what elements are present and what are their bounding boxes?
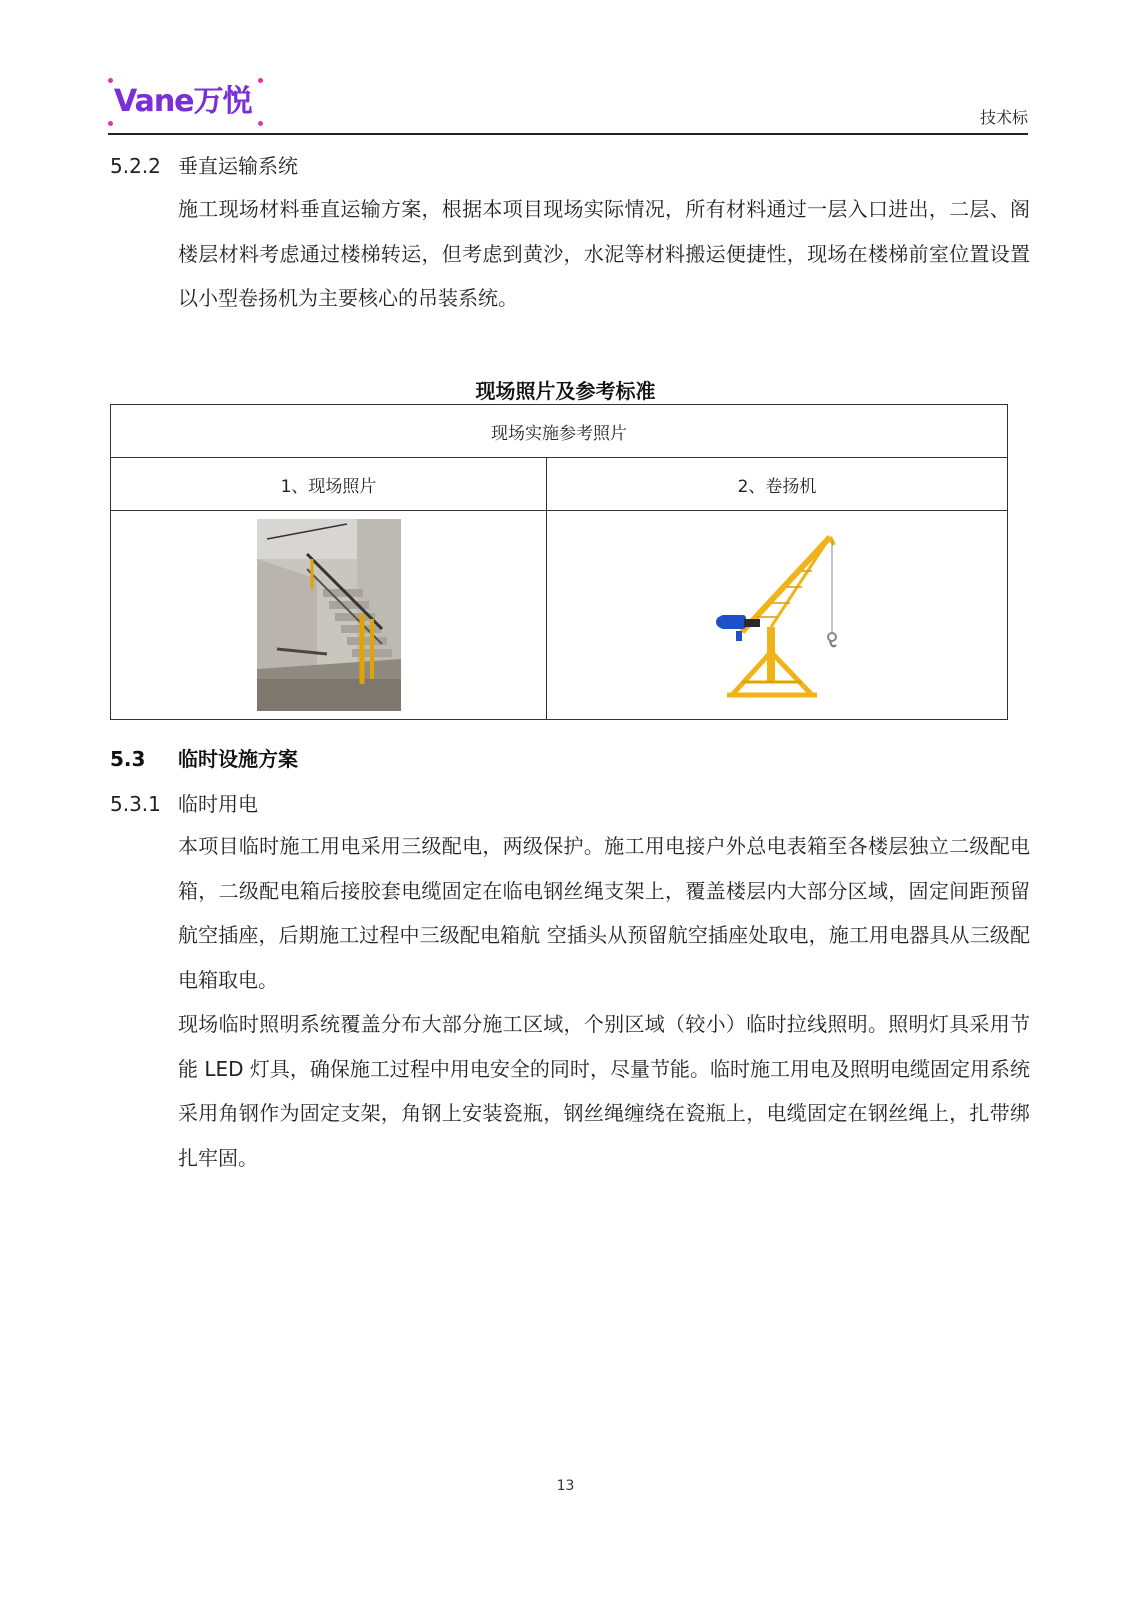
table-title: 现场照片及参考标准 bbox=[475, 379, 656, 403]
paragraph-temp-lighting: 现场临时照明系统覆盖分布大部分施工区域，个别区域（较小）临时拉线照明。照明灯具采用节能 LED 灯具，确保施工过程中用电安全的同时，尽量节能。临时施工用电及照明电缆固定用系统采用角钢作为固定支架，角钢上安装瓷瓶，钢丝绳缠绕在瓷瓶上，电缆固定在钢丝绳上，扎带绑扎牢固。 bbox=[178, 1012, 1030, 1170]
site-photo-cell bbox=[111, 511, 547, 720]
heading-title: 垂直运输系统 bbox=[178, 154, 298, 178]
header-divider bbox=[108, 133, 1028, 135]
heading-title: 临时设施方案 bbox=[178, 747, 298, 771]
heading-5-2-2 bbox=[110, 150, 298, 179]
site-photo-staircase bbox=[257, 519, 401, 711]
col-label-site-photo: 1、现场照片 bbox=[111, 458, 547, 511]
photo-table bbox=[110, 404, 1008, 720]
heading-5-3 bbox=[110, 743, 298, 772]
paragraph-temp-power: 本项目临时施工用电采用三级配电，两级保护。施工用电接户外总电表箱至各楼层独立二级配电箱，二级配电箱后接胶套电缆固定在临电钢丝绳支架上，覆盖楼层内大部分区域，固定间距预留航空插座，后期施工过程中三级配电箱航 空插头从预留航空插座处取电，施工用电器具从三级配电箱取电。 bbox=[178, 834, 1030, 992]
brand-logo bbox=[108, 78, 268, 128]
heading-number: 5.3 bbox=[110, 747, 146, 771]
col-label-hoist: 2、卷扬机 bbox=[547, 458, 1008, 511]
heading-number: 5.2.2 bbox=[110, 154, 161, 178]
hoist-photo-cell bbox=[547, 511, 1008, 720]
document-type-label: 技术标 bbox=[979, 108, 1028, 127]
hoist-crane-image bbox=[712, 527, 842, 703]
heading-5-3-1 bbox=[110, 788, 258, 817]
logo-text: Vane万悦 bbox=[114, 80, 252, 124]
paragraph-vertical-transport: 施工现场材料垂直运输方案，根据本项目现场实际情况，所有材料通过一层入口进出，二层、阁楼层材料考虑通过楼梯转运，但考虑到黄沙，水泥等材料搬运便捷性，现场在楼梯前室位置设置以小型卷扬机为主要核心的吊装系统。 bbox=[178, 197, 1030, 310]
table-header-cell: 现场实施参考照片 bbox=[111, 405, 1008, 458]
heading-title: 临时用电 bbox=[178, 792, 258, 816]
page-number: 13 bbox=[556, 1478, 575, 1494]
heading-number: 5.3.1 bbox=[110, 792, 161, 816]
